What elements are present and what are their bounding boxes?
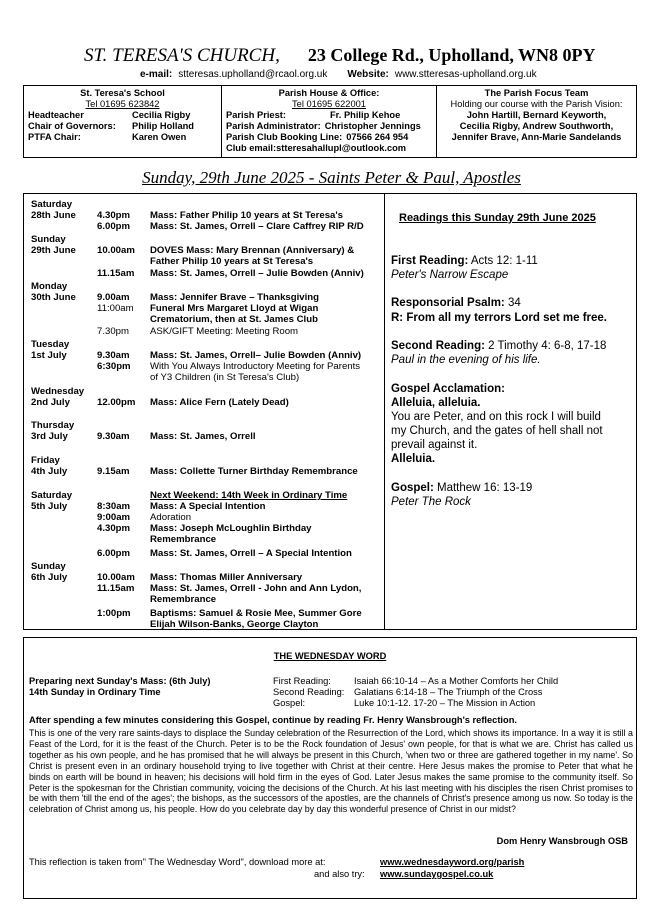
schedule-time: 6:30pm bbox=[97, 361, 131, 372]
office-phone[interactable]: Tel 01695 622001 bbox=[292, 99, 366, 109]
schedule-event: With You Always Introductory Meeting for Parents bbox=[150, 361, 361, 372]
schedule-date: 3rd July bbox=[31, 431, 68, 442]
schedule-time: 6.00pm bbox=[97, 221, 131, 232]
schedule-time: 6.00pm bbox=[97, 548, 131, 559]
school-row-key: PTFA Chair: bbox=[28, 132, 81, 142]
schedule-event: Mass: A Special Intention bbox=[150, 501, 266, 512]
schedule-event: Crematorium, then at St. James Club bbox=[150, 314, 318, 325]
schedule-event: Mass: Father Philip 10 years at St Teresa's bbox=[150, 210, 343, 221]
schedule-time: 7.30pm bbox=[97, 326, 129, 337]
schedule-date: 5th July bbox=[31, 501, 68, 512]
focus-line: Holding our course with the Parish Vision: bbox=[450, 99, 623, 109]
schedule-time: 10.00am bbox=[97, 245, 135, 256]
schedule-time: 9.00am bbox=[97, 292, 130, 303]
next-reading: Luke 10:1-12. 17-20 – The Mission in Action bbox=[354, 698, 536, 708]
email-link[interactable]: stteresas.upholland@rcaol.org.uk bbox=[178, 69, 328, 80]
schedule-time: 8:30am bbox=[97, 501, 131, 512]
sunday-title: Sunday, 29th June 2025 - Saints Peter & Paul, Apostles bbox=[142, 168, 521, 187]
psalm: Responsorial Psalm: 34 bbox=[391, 297, 521, 309]
website-label: Website: bbox=[347, 69, 389, 80]
office-row-value: Fr. Philip Kehoe bbox=[330, 110, 401, 120]
schedule-column bbox=[24, 194, 385, 629]
schedule-date: 29th June bbox=[31, 245, 76, 256]
schedule-event: Mass: St. James, Orrell – Clare Caffrey RIP R/D bbox=[150, 221, 364, 232]
schedule-day: Sunday bbox=[31, 234, 66, 245]
readings-column bbox=[385, 194, 636, 629]
schedule-event: Adoration bbox=[150, 512, 192, 523]
school-phone[interactable]: Tel 01695 623842 bbox=[85, 99, 160, 109]
second-reading: Second Reading: 2 Timothy 4: 6-8, 17-18 bbox=[391, 340, 607, 352]
schedule-event: Mass: Thomas Miller Anniversary bbox=[150, 572, 303, 583]
schedule-day: Friday bbox=[31, 455, 60, 466]
wednesday-word-title: THE WEDNESDAY WORD bbox=[273, 651, 387, 661]
schedule-event: Funeral Mrs Margaret Lloyd at Wigan bbox=[150, 303, 319, 314]
schedule-event: Mass: St. James, Orrell - John and Ann Lydon, bbox=[150, 583, 362, 594]
next-weekend-heading: Next Weekend: 14th Week in Ordinary Time bbox=[150, 490, 348, 501]
schedule-event: of Y3 Children (in St Teresa's Club) bbox=[150, 372, 300, 383]
school-row-value: Karen Owen bbox=[132, 132, 187, 142]
office-row-value: 07566 264 954 bbox=[346, 132, 409, 142]
school-row-value: Cecilia Rigby bbox=[132, 110, 191, 120]
schedule-time: 9:00am bbox=[97, 512, 131, 523]
acclamation-line: Alleluia. bbox=[391, 453, 436, 465]
school-column bbox=[24, 86, 222, 157]
acclamation-label: Gospel Acclamation: bbox=[391, 383, 505, 395]
school-row-key: Headteacher bbox=[28, 110, 84, 120]
office-title: Parish House & Office: bbox=[278, 88, 380, 98]
church-name: ST. TERESA'S CHURCH, bbox=[84, 45, 280, 66]
schedule-event: Mass: St. James, Orrell – A Special Intention bbox=[150, 548, 352, 559]
next-reading: Galatians 6:14-18 – The Triumph of the Cross bbox=[354, 687, 543, 697]
reflection-signature: Dom Henry Wansbrough OSB bbox=[496, 836, 628, 846]
schedule-time: 11:00am bbox=[97, 303, 134, 314]
school-row bbox=[28, 110, 217, 121]
prep-line: 14th Sunday in Ordinary Time bbox=[29, 687, 161, 697]
first-reading: First Reading: Acts 12: 1-11 bbox=[391, 255, 538, 267]
focus-line: Jennifer Brave, Ann-Marie Sandelands bbox=[451, 132, 622, 142]
schedule-time: 10.00am bbox=[97, 572, 135, 583]
footer-text: and also try: bbox=[314, 869, 365, 879]
next-reading-label: Gospel: bbox=[273, 698, 306, 708]
gospel-subtitle: Peter The Rock bbox=[391, 496, 471, 508]
schedule-event: Mass: Collette Turner Birthday Remembrance bbox=[150, 466, 358, 477]
focus-line: John Hartill, Bernard Keyworth, bbox=[466, 110, 607, 120]
schedule-date: 30th June bbox=[31, 292, 76, 303]
contact-line bbox=[140, 69, 557, 80]
schedule-date: 4th July bbox=[31, 466, 68, 477]
school-row bbox=[28, 132, 217, 143]
reflection-intro: After spending a few minutes considering this Gospel, continue by reading Fr. Henry Wansbrough's reflection. bbox=[29, 715, 517, 725]
office-row-key: Parish Club Booking Line: bbox=[226, 132, 343, 142]
wednesday-word-link[interactable]: www.wednesdayword.org/parish bbox=[380, 857, 525, 867]
next-reading: Isaiah 66:10-14 – As a Mother Comforts her Child bbox=[354, 676, 559, 686]
acclamation-line: prevail against it. bbox=[391, 439, 478, 451]
schedule-day: Saturday bbox=[31, 199, 73, 210]
schedule-day: Sunday bbox=[31, 561, 66, 572]
office-row-value: Christopher Jennings bbox=[324, 121, 421, 131]
church-address: 23 College Rd., Upholland, WN8 0PY bbox=[307, 45, 596, 65]
schedule-time: 1:00pm bbox=[97, 608, 131, 619]
schedule-date: 6th July bbox=[31, 572, 68, 583]
schedule-day: Tuesday bbox=[31, 339, 70, 350]
focus-title: The Parish Focus Team bbox=[484, 88, 589, 98]
office-row bbox=[226, 121, 432, 132]
schedule-date: 28th June bbox=[31, 210, 76, 221]
next-reading-label: Second Reading: bbox=[273, 687, 345, 697]
school-title: St. Teresa's School bbox=[80, 88, 165, 98]
school-row-key: Chair of Governors: bbox=[28, 121, 116, 131]
prep-line: Preparing next Sunday's Mass: (6th July) bbox=[29, 676, 211, 686]
first-reading-subtitle: Peter's Narrow Escape bbox=[391, 269, 509, 281]
page-title bbox=[84, 45, 596, 67]
schedule-event: Father Philip 10 years at St Teresa's bbox=[150, 256, 314, 267]
office-row bbox=[226, 143, 432, 154]
sunday-gospel-link[interactable]: www.sundaygospel.co.uk bbox=[380, 869, 494, 879]
office-column bbox=[222, 86, 437, 157]
schedule-time: 11.15am bbox=[97, 268, 135, 279]
psalm-response: R: From all my terrors Lord set me free. bbox=[391, 312, 608, 324]
wednesday-word-box bbox=[23, 637, 637, 899]
info-box bbox=[23, 85, 637, 158]
school-row-value: Philip Holland bbox=[132, 121, 194, 131]
schedule-event: Mass: St. James, Orrell bbox=[150, 431, 256, 442]
focus-line: Cecilia Rigby, Andrew Southworth, bbox=[459, 121, 614, 131]
school-row bbox=[28, 121, 217, 132]
acclamation-line: Alleluia, alleluia. bbox=[391, 397, 481, 409]
schedule-day: Thursday bbox=[31, 420, 75, 431]
schedule-time: 4.30pm bbox=[97, 210, 131, 221]
office-row bbox=[226, 110, 432, 121]
website-link[interactable]: www.stteresas-upholland.org.uk bbox=[394, 69, 537, 80]
schedule-date: 1st July bbox=[31, 350, 67, 361]
gospel: Gospel: Matthew 16: 13-19 bbox=[391, 482, 533, 494]
next-reading-label: First Reading: bbox=[273, 676, 331, 686]
schedule-event: Remembrance bbox=[150, 594, 217, 605]
footer-text: This reflection is taken from" The Wednesday Word", download more at: bbox=[29, 857, 326, 867]
schedule-event: Mass: St. James, Orrell – Julie Bowden (Anniv) bbox=[150, 268, 364, 279]
main-box bbox=[23, 193, 637, 630]
schedule-time: 4.30pm bbox=[97, 523, 131, 534]
schedule-date: 2nd July bbox=[31, 397, 70, 408]
schedule-event: Mass: Alice Fern (Lately Dead) bbox=[150, 397, 289, 408]
office-row-key: Club email: bbox=[226, 143, 277, 153]
schedule-event: Baptisms: Samuel & Rosie Mee, Summer Gore bbox=[150, 608, 362, 619]
schedule-event: DOVES Mass: Mary Brennan (Anniversary) & bbox=[150, 245, 355, 256]
schedule-time: 11.15am bbox=[97, 583, 135, 594]
schedule-event: Mass: St. James, Orrell– Julie Bowden (Anniv) bbox=[150, 350, 362, 361]
schedule-event: Mass: Joseph McLoughlin Birthday bbox=[150, 523, 312, 534]
acclamation-line: my Church, and the gates of hell shall not bbox=[391, 425, 603, 437]
office-row-key: Parish Administrator: bbox=[226, 121, 321, 131]
reflection-text: This is one of the very rare saints-days to displace the Sunday celebration of the Resurrection of the Lord, which shows its importance. In a way it is still a Feast of the Lord, for it is the feast of the Church. Peter is to be the Rock foundation of Jesus' own people, for that is what we are. Christ has called us together as his own people, and he has promised that he will always be present in this Church, 'when two or three are gathered together in my name'. So Christ is present even in an ordinary household trying to live together with Christ at their centre. Here Jesus makes the promise to Peter that what he binds on earth will be bound in heaven; his decisions will hold firm in the eyes of God. Later Jesus makes the same promise to the community itself. So Peter is the spokesman for the Christian community, voicing the decisions of the Church. At his last meeting with his disciples the risen Christ promises to be with them 'till the end of the ages'; the bishops, as the successors of the apostles, are the channels of Christ's presence among us now. So today is the celebration of Christ among us, his people. How do you celebrate day by day this wonderful presence of Christ in our midst? bbox=[29, 728, 633, 815]
schedule-event: Mass: Jennifer Brave – Thanksgiving bbox=[150, 292, 320, 303]
schedule-event: Elijah Wilson-Banks, George Clayton bbox=[150, 619, 319, 630]
schedule-day: Saturday bbox=[31, 490, 73, 501]
schedule-event: ASK/GIFT Meeting: Meeting Room bbox=[150, 326, 299, 337]
focus-column bbox=[437, 86, 636, 157]
acclamation-line: You are Peter, and on this rock I will build bbox=[391, 411, 601, 423]
schedule-event: Remembrance bbox=[150, 534, 217, 545]
schedule-time: 12.00pm bbox=[97, 397, 136, 408]
office-row bbox=[226, 132, 432, 143]
second-reading-subtitle: Paul in the evening of his life. bbox=[391, 354, 541, 366]
readings-title: Readings this Sunday 29th June 2025 bbox=[399, 212, 596, 224]
email-label: e-mail: bbox=[140, 69, 173, 80]
schedule-time: 9.15am bbox=[97, 466, 130, 477]
schedule-day: Monday bbox=[31, 281, 68, 292]
club-email-link[interactable]: stteresahallupl@outlook.com bbox=[276, 143, 407, 153]
schedule-time: 9.30am bbox=[97, 431, 130, 442]
office-row-key: Parish Priest: bbox=[226, 110, 286, 120]
schedule-day: Wednesday bbox=[31, 386, 85, 397]
schedule-time: 9.30am bbox=[97, 350, 130, 361]
